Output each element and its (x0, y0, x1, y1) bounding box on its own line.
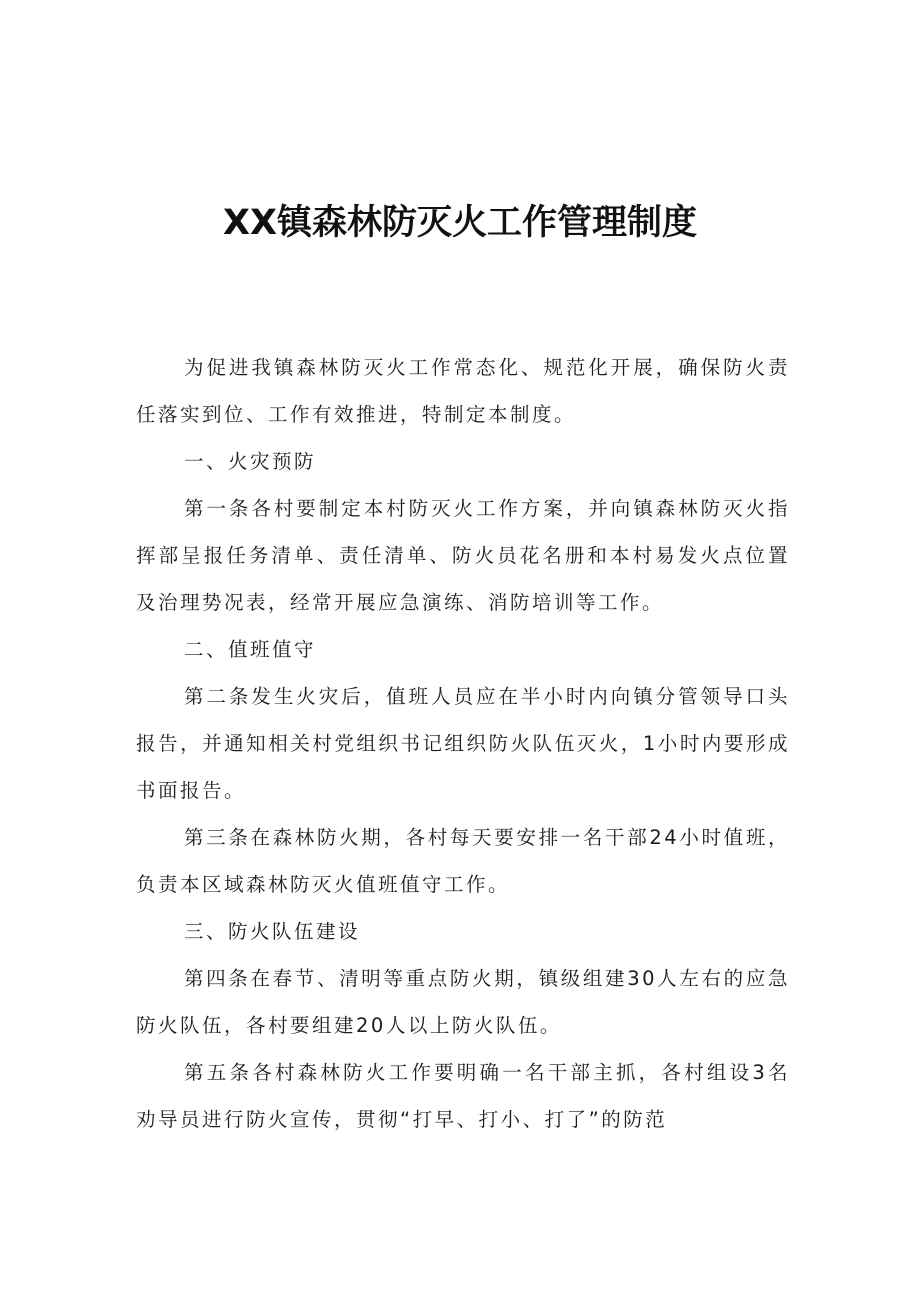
article-3-paragraph: 第三条在森林防火期，各村每天要安排一名干部24小时值班，负责本区域森林防灭火值班值守工作。 (136, 826, 790, 896)
article-5-paragraph: 第五条各村森林防火工作要明确一名干部主抓，各村组设3名劝导员进行防火宣传，贯彻“打早、打小、打了”的防范 (136, 1061, 790, 1131)
section-heading-team-building: 三、防火队伍建设 (184, 920, 361, 943)
article-4-paragraph: 第四条在春节、清明等重点防火期，镇级组建30人左右的应急防火队伍，各村要组建20人以上防火队伍。 (136, 967, 790, 1037)
section-heading-fire-prevention: 一、火灾预防 (184, 450, 317, 473)
intro-paragraph: 为促进我镇森林防灭火工作常态化、规范化开展，确保防火责任落实到位、工作有效推进，特制定本制度。 (136, 356, 790, 426)
article-1-paragraph: 第一条各村要制定本村防灭火工作方案，并向镇森林防灭火指挥部呈报任务清单、责任清单、防火员花名册和本村易发火点位置及治理势况表，经常开展应急演练、消防培训等工作。 (136, 497, 790, 614)
section-heading-duty-watch: 二、值班值守 (184, 638, 317, 661)
article-2-paragraph: 第二条发生火灾后，值班人员应在半小时内向镇分管领导口头报告，并通知相关村党组织书记组织防火队伍灭火，1小时内要形成书面报告。 (136, 685, 790, 802)
document-body (136, 344, 790, 1143)
document-title: XX镇森林防灭火工作管理制度 (223, 203, 697, 243)
